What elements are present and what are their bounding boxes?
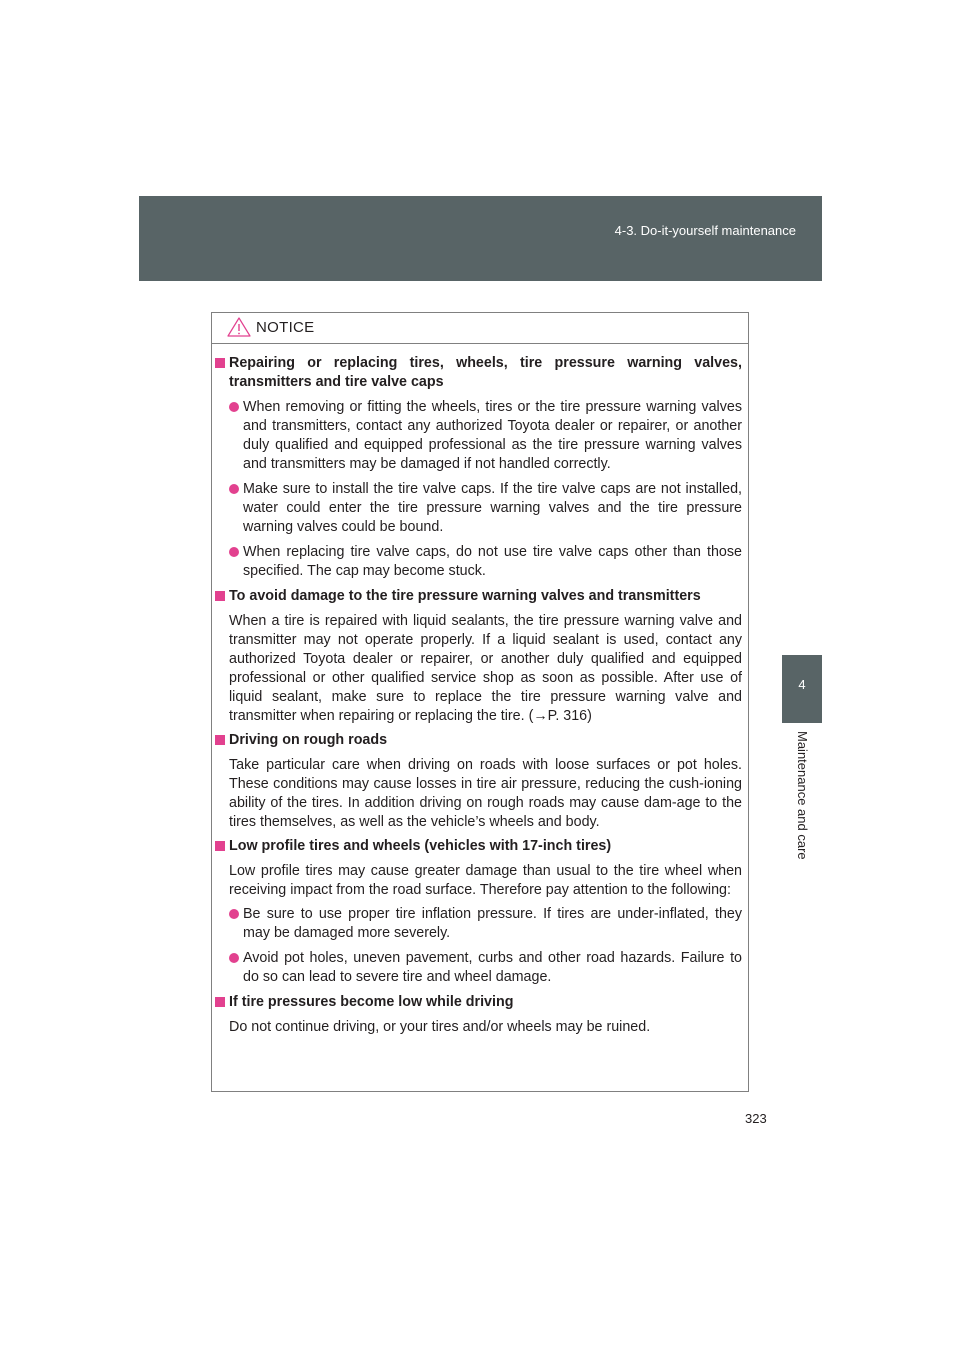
bullet-item: Be sure to use proper tire inflation pressure. If tires are under-inflated, they may be damaged more severely. — [212, 905, 742, 943]
chapter-tab-number[interactable]: 4 — [782, 655, 822, 723]
notice-body — [212, 349, 748, 1042]
bullet-item: Make sure to install the tire valve caps. If the tire valve caps are not installed, water could enter the tire pressure warning valves and the tire pressure warning valves could be bound. — [212, 480, 742, 537]
page-number: 323 — [745, 1111, 767, 1126]
bullet-item: When replacing tire valve caps, do not use tire valve caps other than those specified. The cap may become stuck. — [212, 543, 742, 581]
section-paragraph: Low profile tires may cause greater damage than usual to the tire wheel when receiving impact from the road surface. Therefore pay attention to the following: — [229, 863, 742, 898]
notice-header — [212, 313, 748, 344]
section-heading-low-profile: Low profile tires and wheels (vehicles with 17-inch tires) — [212, 837, 742, 856]
chapter-tab-label[interactable] — [782, 723, 822, 929]
notice-label: NOTICE — [256, 319, 315, 336]
section-paragraph: Take particular care when driving on roads with loose surfaces or pot holes. These conditions may cause losses in tire air pressure, reducing the cush-ioning ability of the tires. In addition driving on rough roads may cause dam-age to the tires themselves, as well as the vehicle’s wheels and body. — [229, 757, 742, 830]
warning-triangle-icon — [227, 317, 251, 337]
section-paragraph: When a tire is repaired with liquid sealants, the tire pressure warning valve and transmitter may not operate properly. If a liquid sealant is used, contact any authorized Toyota dealer or repairer, or another duly qualified and equipped professional or other qualified service shop as soon as possible. After use of liquid sealant, make sure to replace the tire pressure warning valve and transmitter when repairing or replacing the tire. (→P. 316) — [229, 613, 742, 724]
section-paragraph: Do not continue driving, or your tires and/or wheels may be ruined. — [229, 1019, 651, 1035]
section-title: 4-3. Do-it-yourself maintenance — [614, 223, 796, 238]
chapter-label: Maintenance and care — [795, 731, 810, 860]
notice-box — [211, 312, 749, 1092]
bullet-item: Avoid pot holes, uneven pavement, curbs and other road hazards. Failure to do so can lead to severe tire and wheel damage. — [212, 949, 742, 987]
section-heading-repairing: Repairing or replacing tires, wheels, tire pressure warning valves, transmitters and tire valve caps — [212, 354, 742, 392]
section-heading-low-pressure: If tire pressures become low while driving — [212, 993, 742, 1012]
bullet-item: When removing or fitting the wheels, tires or the tire pressure warning valves and transmitters, contact any authorized Toyota dealer or repairer, or another duly qualified and equipped professional as the tire pressure warning valves and transmitters may be damaged if not handled correctly. — [212, 398, 742, 474]
section-heading-avoid-damage: To avoid damage to the tire pressure warning valves and transmitters — [212, 587, 742, 606]
header-band — [139, 196, 822, 281]
section-heading-rough-roads: Driving on rough roads — [212, 731, 742, 750]
